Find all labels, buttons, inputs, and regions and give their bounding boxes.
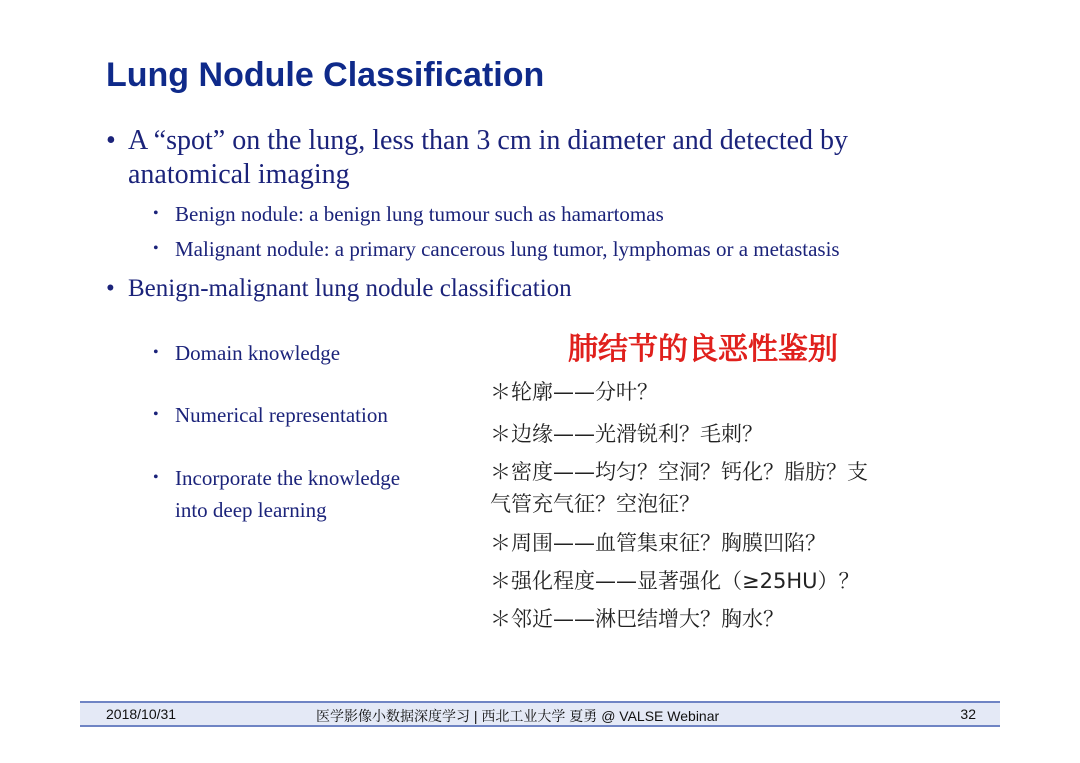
- bullet-text: anatomical imaging: [128, 159, 350, 190]
- footer-date: 2018/10/31: [106, 706, 177, 722]
- chinese-heading: 肺结节的良恶性鉴别: [568, 332, 838, 367]
- bullet-text: Numerical representation: [175, 403, 388, 427]
- footer-center-text: 医学影像小数据深度学习 | 西北工业大学 夏勇 @ VALSE Webinar: [316, 708, 720, 724]
- criteria-line: ＊强化程度——显著强化（≥25HU）？: [490, 569, 860, 593]
- bullet-text: Malignant nodule: a primary cancerous lung tumor, lymphomas or a metastasis: [175, 237, 840, 261]
- bullet-text: Benign nodule: a benign lung tumour such as hamartomas: [175, 202, 664, 226]
- bullet-level2: [153, 233, 840, 265]
- bullet-dot: •: [153, 469, 159, 486]
- bullet-dot: •: [153, 240, 159, 257]
- bullet-dot: •: [153, 406, 159, 423]
- bullet-level2: [153, 399, 388, 431]
- bullet-dot: •: [153, 205, 159, 222]
- bullet-text: A “spot” on the lung, less than 3 cm in diameter and detected by: [128, 125, 849, 156]
- footer-page-number: 32: [960, 706, 976, 722]
- bullet-level2: [153, 337, 341, 369]
- bullet-level2: [153, 462, 401, 494]
- criteria-line: ＊周围——血管集束征？胸膜凹陷？: [490, 531, 826, 555]
- bullet-level2: [153, 198, 664, 230]
- bullet-dot: •: [106, 125, 116, 156]
- criteria-line: ＊密度——均匀？空洞？钙化？脂肪？支: [490, 460, 868, 484]
- bullet-dot: •: [106, 275, 115, 302]
- criteria-line: ＊轮廓——分叶？: [490, 380, 658, 404]
- criteria-line: ＊边缘——光滑锐利？毛刺？: [490, 422, 763, 446]
- bullet-level2-continuation: [175, 494, 327, 526]
- criteria-line: 气管充气征？空泡征？: [490, 492, 700, 516]
- bullet-dot: •: [153, 344, 159, 361]
- bullet-level1-continuation: [128, 158, 350, 192]
- criteria-line: ＊邻近——淋巴结增大？胸水？: [490, 607, 784, 631]
- bullet-text: into deep learning: [175, 498, 327, 522]
- bullet-level1: [106, 124, 849, 158]
- footer-bar: [80, 701, 1000, 727]
- bullet-level1: [106, 272, 572, 306]
- bullet-text: Benign-malignant lung nodule classification: [128, 275, 572, 302]
- bullet-text: Domain knowledge: [175, 341, 341, 365]
- slide-title: Lung Nodule Classification: [106, 56, 545, 94]
- bullet-text: Incorporate the knowledge: [175, 466, 401, 490]
